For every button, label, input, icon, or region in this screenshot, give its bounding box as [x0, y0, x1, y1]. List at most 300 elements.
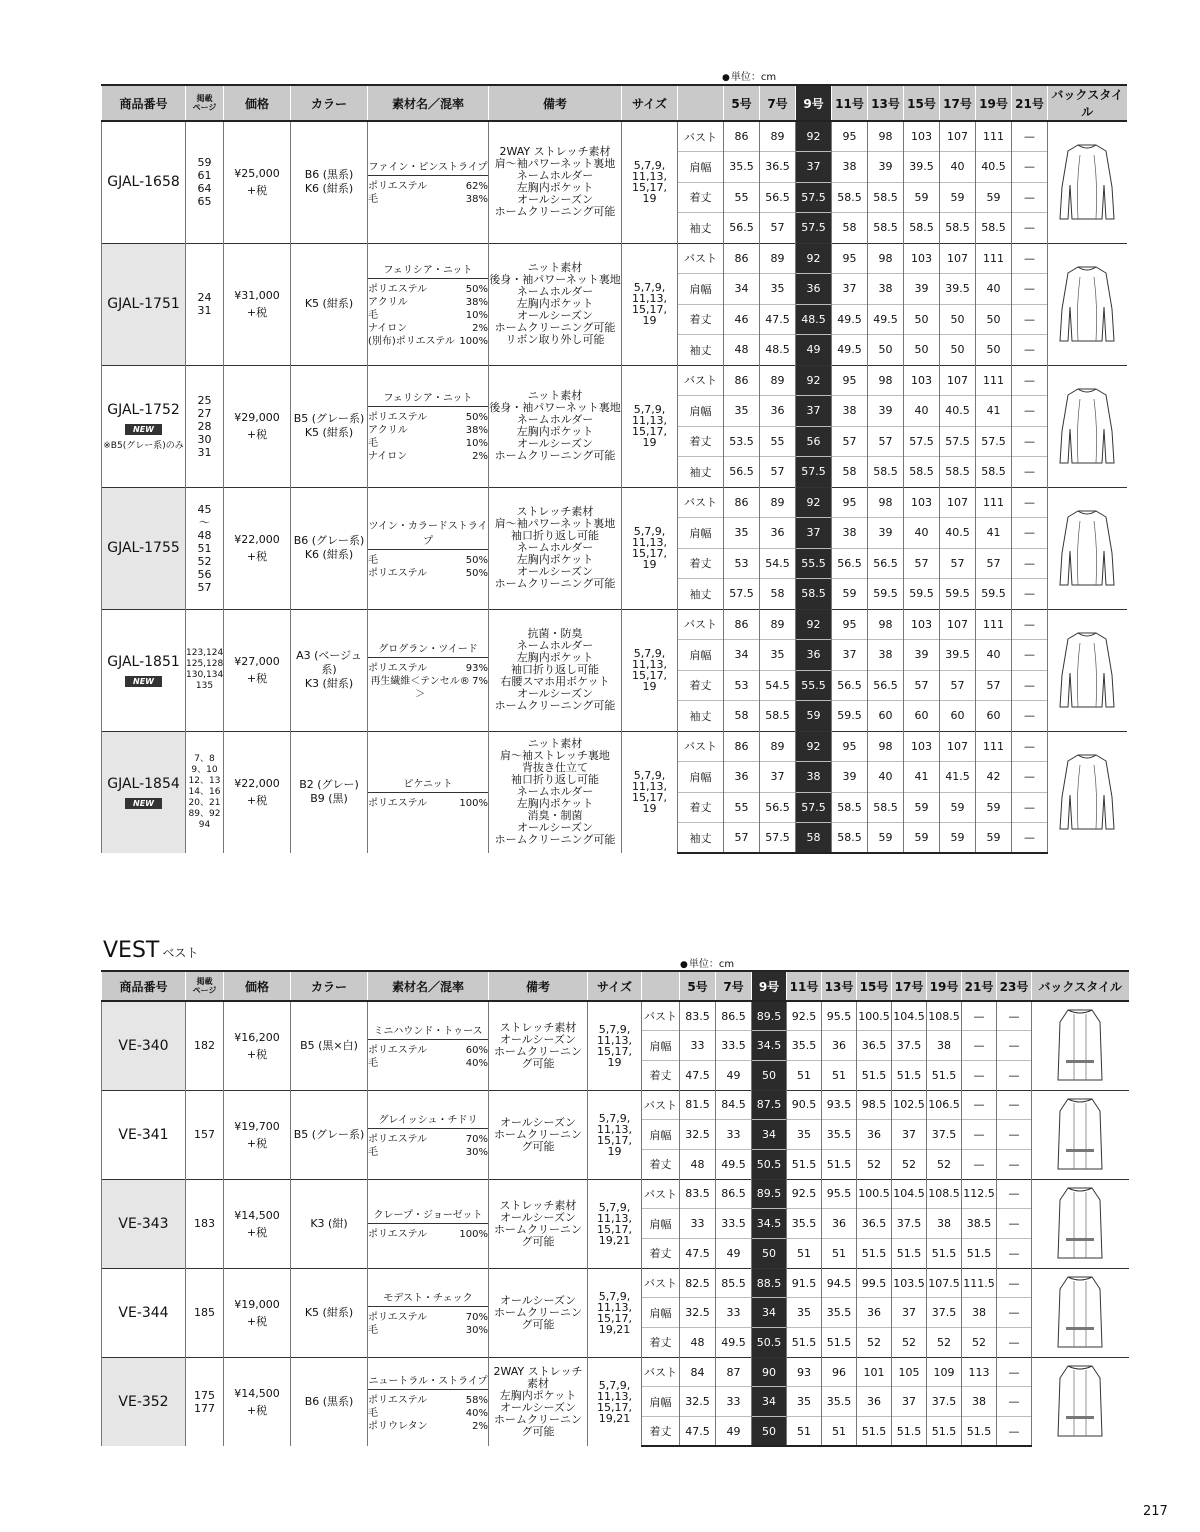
size-value: 58.5	[904, 213, 940, 244]
size-value: 40	[904, 396, 940, 427]
size-value: 88.5	[752, 1268, 787, 1298]
price: ¥14,500 +税	[224, 1357, 291, 1446]
measure-label: 肩幅	[678, 762, 724, 793]
vest-unit-label: ● 単位：cm	[680, 955, 734, 970]
size-value: 58.5	[940, 457, 976, 488]
size-value: 58	[760, 579, 796, 610]
size-value: 57	[940, 670, 976, 701]
size-value: 39	[904, 640, 940, 671]
measure-label: バスト	[678, 731, 724, 762]
size-value: 53.5	[724, 426, 760, 457]
product-code-cell	[102, 731, 186, 853]
composition-line: ポリエステル 60%	[368, 1044, 488, 1056]
size-value: —	[997, 1031, 1032, 1061]
size-value: —	[997, 1179, 1032, 1209]
size-value: 107	[940, 243, 976, 274]
back-style-cell	[1048, 731, 1127, 853]
size-value: 50	[976, 335, 1012, 366]
size-value: 58.5	[976, 213, 1012, 244]
size-value: 51.5	[962, 1417, 997, 1447]
header-sizes: サイズ	[622, 85, 678, 121]
size-value: —	[962, 1001, 997, 1031]
catalog-pages: 59 61 64 65	[186, 121, 224, 243]
product-code-cell	[102, 121, 186, 243]
size-value: —	[997, 1060, 1032, 1090]
size-value: 51.5	[822, 1328, 857, 1358]
composition-line: ポリエステル 50%	[368, 567, 488, 579]
size-value: 57	[724, 823, 760, 854]
size-header: 21号	[962, 971, 997, 1001]
measure-label: バスト	[678, 609, 724, 640]
size-value: —	[962, 1090, 997, 1120]
color-options: B2 (グレー) B9 (黒)	[291, 731, 368, 853]
size-row	[102, 243, 1127, 274]
size-value: 51.5	[787, 1149, 822, 1179]
size-value: 49.5	[832, 335, 868, 366]
size-value: —	[1012, 396, 1048, 427]
measure-label: 着丈	[678, 304, 724, 335]
size-value: 37.5	[927, 1120, 962, 1150]
remarks: ニット素材 後身・袖パワーネット裏地 ネームホルダー 左胸内ポケット オールシーズン ホームクリーニング可能	[489, 365, 622, 487]
size-value: 89.5	[752, 1001, 787, 1031]
catalog-pages: 123,124 125,128 130,134 135	[186, 609, 224, 731]
size-value: —	[1012, 609, 1048, 640]
size-value: 57.5	[796, 457, 832, 488]
size-value: 52	[857, 1149, 892, 1179]
product-code-cell	[102, 1090, 186, 1179]
fabric-name: クレープ・ジョーゼット	[368, 1206, 488, 1224]
size-row	[102, 487, 1127, 518]
size-row	[102, 1001, 1129, 1031]
size-value: —	[1012, 365, 1048, 396]
material-cell	[368, 243, 489, 365]
remarks: オールシーズン ホームクリーニング可能	[489, 1090, 588, 1179]
size-value: 53	[724, 548, 760, 579]
size-value: 57.5	[724, 579, 760, 610]
jacket-back-sketch	[1058, 751, 1116, 833]
size-value: 58.5	[868, 457, 904, 488]
size-value: 57.5	[796, 182, 832, 213]
color-options: B5 (黒×白)	[291, 1001, 368, 1090]
composition-line: ポリエステル 70%	[368, 1311, 488, 1323]
size-value: 95	[832, 609, 868, 640]
size-value: 51	[787, 1060, 822, 1090]
size-value: —	[1012, 762, 1048, 793]
measure-label: 肩幅	[678, 152, 724, 183]
size-value: 86	[724, 609, 760, 640]
size-value: 56.5	[760, 792, 796, 823]
size-header: 9号	[796, 85, 832, 121]
fabric-name: ニュートラル・ストライプ	[368, 1372, 488, 1390]
size-value: 92	[796, 365, 832, 396]
size-value: 38	[832, 396, 868, 427]
size-value: 36	[796, 640, 832, 671]
size-value: 103	[904, 609, 940, 640]
size-value: 58.5	[868, 213, 904, 244]
size-value: 59	[832, 579, 868, 610]
measure-label: 着丈	[642, 1060, 680, 1090]
size-value: 47.5	[680, 1417, 716, 1447]
material-cell	[368, 1179, 489, 1268]
back-style-cell	[1048, 609, 1127, 731]
catalog-pages: 175 177	[186, 1357, 224, 1446]
size-value: 107	[940, 365, 976, 396]
size-value: 56.5	[832, 548, 868, 579]
header-price: 価格	[224, 971, 291, 1001]
size-row	[102, 365, 1127, 396]
size-value: 109	[927, 1357, 962, 1387]
product-code-cell	[102, 1357, 186, 1446]
size-header: 7号	[716, 971, 752, 1001]
size-value: —	[997, 1387, 1032, 1417]
color-options: B5 (グレー系)	[291, 1090, 368, 1179]
size-value: 59	[976, 792, 1012, 823]
product-code: GJAL-1755	[107, 540, 180, 556]
product-code: GJAL-1851	[107, 653, 180, 670]
measure-label: バスト	[642, 1268, 680, 1298]
size-value: 51.5	[787, 1328, 822, 1358]
composition-line: 毛 10%	[368, 309, 488, 321]
size-value: 51.5	[892, 1239, 927, 1269]
measure-label: 肩幅	[642, 1298, 680, 1328]
size-value: 57	[832, 426, 868, 457]
size-value: 58.5	[868, 182, 904, 213]
vest-back-sketch	[1054, 1273, 1106, 1353]
jacket-spec-table	[101, 84, 1127, 854]
size-value: 36.5	[857, 1031, 892, 1061]
size-value: 37	[892, 1120, 927, 1150]
back-style-cell	[1032, 1357, 1129, 1446]
size-value: 100.5	[857, 1001, 892, 1031]
measure-label: バスト	[678, 487, 724, 518]
size-value: 40	[904, 518, 940, 549]
back-style-cell	[1048, 487, 1127, 609]
size-value: 103	[904, 487, 940, 518]
size-value: 37.5	[892, 1209, 927, 1239]
size-value: 99.5	[857, 1268, 892, 1298]
size-value: 58	[724, 701, 760, 732]
size-value: 49	[716, 1060, 752, 1090]
composition-line: 毛 10%	[368, 438, 488, 449]
size-value: 39	[868, 518, 904, 549]
size-value: 92	[796, 487, 832, 518]
size-value: 59.5	[904, 579, 940, 610]
size-value: 40	[976, 640, 1012, 671]
size-value: 40.5	[976, 152, 1012, 183]
size-value: 37	[832, 640, 868, 671]
size-value: 89	[760, 121, 796, 152]
measure-label: 着丈	[642, 1149, 680, 1179]
size-value: 51	[787, 1239, 822, 1269]
size-value: 60	[940, 701, 976, 732]
size-value: —	[997, 1209, 1032, 1239]
size-value: 36.5	[760, 152, 796, 183]
size-value: 98	[868, 121, 904, 152]
size-value: 34.5	[752, 1209, 787, 1239]
size-value: 89	[760, 609, 796, 640]
size-value: 59	[940, 182, 976, 213]
size-header: 13号	[822, 971, 857, 1001]
size-value: —	[1012, 243, 1048, 274]
available-sizes: 5,7,9, 11,13, 15,17, 19,21	[588, 1357, 642, 1446]
remarks: ニット素材 後身・袖パワーネット裏地 ネームホルダー 左胸内ポケット オールシーズン ホームクリーニング可能 リボン取り外し可能	[489, 243, 622, 365]
size-value: 36.5	[857, 1209, 892, 1239]
size-value: 51	[787, 1417, 822, 1447]
size-value: —	[1012, 792, 1048, 823]
size-value: 37	[892, 1298, 927, 1328]
remarks: ニット素材 肩～袖ストレッチ裏地 背抜き仕立て 袖口折り返し可能 ネームホルダー 左胸内ポケット 消臭・制菌 オールシーズン ホームクリーニング可能	[489, 731, 622, 853]
size-value: 33.5	[716, 1209, 752, 1239]
size-value: 40.5	[940, 396, 976, 427]
composition-line: ポリウレタン 2%	[368, 1420, 488, 1432]
size-value: 57.5	[976, 426, 1012, 457]
size-row	[102, 121, 1127, 152]
size-value: 37	[796, 396, 832, 427]
size-value: 52	[927, 1328, 962, 1358]
size-value: 111	[976, 487, 1012, 518]
size-value: 111	[976, 365, 1012, 396]
product-code-cell	[102, 609, 186, 731]
measure-label: バスト	[642, 1357, 680, 1387]
material-cell	[368, 609, 489, 731]
size-value: 56.5	[760, 182, 796, 213]
size-value: 98	[868, 365, 904, 396]
measure-label: 肩幅	[678, 518, 724, 549]
size-value: 59.5	[940, 579, 976, 610]
size-value: 86	[724, 731, 760, 762]
price: ¥27,000 +税	[224, 609, 291, 731]
size-value: 40.5	[940, 518, 976, 549]
composition-line: ポリエステル 62%	[368, 181, 488, 193]
size-value: 57	[868, 426, 904, 457]
size-value: 93	[787, 1357, 822, 1387]
product-code: VE-343	[118, 1215, 169, 1232]
size-header: 13号	[868, 85, 904, 121]
fabric-name: モデスト・チェック	[368, 1289, 488, 1307]
composition-line: 毛 40%	[368, 1407, 488, 1419]
catalog-pages: 45 ～ 48 51 52 56 57	[186, 487, 224, 609]
size-value: 49	[796, 335, 832, 366]
composition-line: ナイロン 2%	[368, 451, 488, 462]
size-value: 111	[976, 609, 1012, 640]
size-value: 33.5	[716, 1031, 752, 1061]
size-value: 103	[904, 731, 940, 762]
size-value: 39	[832, 762, 868, 793]
available-sizes: 5,7,9, 11,13, 15,17, 19	[588, 1001, 642, 1090]
size-value: 56.5	[724, 213, 760, 244]
size-value: —	[997, 1328, 1032, 1358]
material-cell	[368, 365, 489, 487]
fabric-name: グレイッシュ・チドリ	[368, 1111, 488, 1129]
composition-line: ポリエステル 93%	[368, 662, 488, 674]
price: ¥25,000 +税	[224, 121, 291, 243]
size-value: 50	[976, 304, 1012, 335]
vest-back-sketch	[1054, 1095, 1106, 1175]
composition-line: ポリエステル 50%	[368, 412, 488, 423]
size-value: 51	[822, 1239, 857, 1269]
size-value: 57	[976, 670, 1012, 701]
size-value: 37	[760, 762, 796, 793]
header-code: 商品番号	[102, 85, 186, 121]
remarks: 2WAY ストレッチ素材 肩～袖パワーネット裏地 ネームホルダー 左胸内ポケット オールシーズン ホームクリーニング可能	[489, 121, 622, 243]
back-style-cell	[1048, 121, 1127, 243]
size-value: —	[997, 1298, 1032, 1328]
size-value: 60	[868, 701, 904, 732]
size-value: 57.5	[796, 792, 832, 823]
measure-label: 袖丈	[678, 213, 724, 244]
size-value: 35	[760, 640, 796, 671]
size-value: 33	[680, 1031, 716, 1061]
color-options: K5 (紺系)	[291, 1268, 368, 1357]
price: ¥19,700 +税	[224, 1090, 291, 1179]
remarks: 抗菌・防臭 ネームホルダー 左胸内ポケット 袖口折り返し可能 右腰スマホ用ポケット オールシーズン ホームクリーニング可能	[489, 609, 622, 731]
measure-label: 袖丈	[678, 701, 724, 732]
header-code: 商品番号	[102, 971, 186, 1001]
size-value: 55	[724, 792, 760, 823]
size-value: 48.5	[760, 335, 796, 366]
size-value: 59.5	[832, 701, 868, 732]
size-value: 37.5	[892, 1031, 927, 1061]
size-value: —	[1012, 426, 1048, 457]
size-value: 52	[927, 1149, 962, 1179]
jacket-back-sketch	[1058, 141, 1116, 223]
available-sizes: 5,7,9, 11,13, 15,17, 19	[622, 731, 678, 853]
measure-label: バスト	[678, 121, 724, 152]
size-value: 33	[680, 1209, 716, 1239]
size-value: —	[997, 1090, 1032, 1120]
back-style-cell	[1048, 365, 1127, 487]
size-value: 36	[822, 1031, 857, 1061]
size-value: 50.5	[752, 1149, 787, 1179]
size-value: 49.5	[868, 304, 904, 335]
material-cell	[368, 1268, 489, 1357]
size-value: 51.5	[927, 1239, 962, 1269]
available-sizes: 5,7,9, 11,13, 15,17, 19	[588, 1090, 642, 1179]
product-code-cell	[102, 243, 186, 365]
size-value: 111.5	[962, 1268, 997, 1298]
size-value: 41	[904, 762, 940, 793]
size-value: 49.5	[716, 1328, 752, 1358]
size-value: 41.5	[940, 762, 976, 793]
size-header: 23号	[997, 971, 1032, 1001]
size-value: 33	[716, 1387, 752, 1417]
size-row	[102, 1090, 1129, 1120]
color-options: A3 (ベージュ系) K3 (紺系)	[291, 609, 368, 731]
size-value: 58.5	[832, 823, 868, 854]
size-header: 11号	[787, 971, 822, 1001]
remarks: ストレッチ素材 肩～袖パワーネット裏地 袖口折り返し可能 ネームホルダー 左胸内ポケット オールシーズン ホームクリーニング可能	[489, 487, 622, 609]
size-value: 92	[796, 731, 832, 762]
size-value: 86.5	[716, 1001, 752, 1031]
size-value: 50	[940, 335, 976, 366]
product-code-cell	[102, 1001, 186, 1090]
size-value: 58.5	[868, 792, 904, 823]
size-value: 89.5	[752, 1179, 787, 1209]
size-value: 35	[787, 1387, 822, 1417]
material-cell	[368, 1090, 489, 1179]
size-value: 35	[787, 1298, 822, 1328]
size-value: 50	[752, 1060, 787, 1090]
size-value: —	[1012, 701, 1048, 732]
fabric-name: ミニハウンド・トゥース	[368, 1022, 488, 1040]
size-value: 58	[796, 823, 832, 854]
size-value: 38	[962, 1387, 997, 1417]
size-value: 98	[868, 731, 904, 762]
back-style-cell	[1032, 1090, 1129, 1179]
size-value: —	[997, 1268, 1032, 1298]
size-value: 51.5	[857, 1239, 892, 1269]
size-row	[102, 1268, 1129, 1298]
size-value: —	[1012, 304, 1048, 335]
measure-label: 肩幅	[642, 1209, 680, 1239]
size-value: 51.5	[857, 1060, 892, 1090]
fabric-name: フェリシア・ニット	[368, 389, 488, 407]
size-value: 52	[857, 1328, 892, 1358]
size-value: 87.5	[752, 1090, 787, 1120]
size-value: 59	[976, 182, 1012, 213]
size-value: 58.5	[832, 792, 868, 823]
size-row	[102, 1179, 1129, 1209]
size-value: 49	[716, 1239, 752, 1269]
size-value: —	[1012, 457, 1048, 488]
size-value: 95.5	[822, 1179, 857, 1209]
size-value: 103.5	[892, 1268, 927, 1298]
size-value: 35	[724, 518, 760, 549]
size-value: —	[1012, 670, 1048, 701]
price: ¥14,500 +税	[224, 1179, 291, 1268]
size-value: 32.5	[680, 1120, 716, 1150]
size-value: 46	[724, 304, 760, 335]
size-value: 50.5	[752, 1328, 787, 1358]
size-value: 51.5	[892, 1060, 927, 1090]
price: ¥31,000 +税	[224, 243, 291, 365]
size-value: 35.5	[822, 1120, 857, 1150]
size-value: 49.5	[716, 1149, 752, 1179]
size-value: 56.5	[868, 548, 904, 579]
size-value: 90.5	[787, 1090, 822, 1120]
measure-label: 着丈	[678, 670, 724, 701]
product-code: VE-344	[118, 1304, 169, 1321]
size-value: —	[1012, 579, 1048, 610]
measure-label: バスト	[678, 365, 724, 396]
measure-label: 着丈	[642, 1328, 680, 1358]
size-value: 36	[857, 1298, 892, 1328]
size-value: 33	[716, 1120, 752, 1150]
header-color: カラー	[291, 971, 368, 1001]
measure-label: 着丈	[678, 792, 724, 823]
color-options: B5 (グレー系) K5 (紺系)	[291, 365, 368, 487]
jacket-back-sketch	[1058, 263, 1116, 345]
size-value: 55	[724, 182, 760, 213]
material-cell	[368, 487, 489, 609]
available-sizes: 5,7,9, 11,13, 15,17, 19	[622, 609, 678, 731]
size-value: 92	[796, 609, 832, 640]
product-code: VE-352	[118, 1394, 169, 1411]
available-sizes: 5,7,9, 11,13, 15,17, 19,21	[588, 1268, 642, 1357]
material-cell	[368, 1357, 489, 1446]
size-value: 104.5	[892, 1001, 927, 1031]
size-value: —	[962, 1060, 997, 1090]
size-value: —	[997, 1239, 1032, 1269]
header-measure	[678, 85, 724, 121]
size-value: 57.5	[796, 213, 832, 244]
catalog-pages: 185	[186, 1268, 224, 1357]
composition-line: アクリル 38%	[368, 425, 488, 436]
price: ¥22,000 +税	[224, 487, 291, 609]
size-value: 84	[680, 1357, 716, 1387]
vest-section-title: VEST ベスト	[103, 938, 199, 963]
size-header: 7号	[760, 85, 796, 121]
